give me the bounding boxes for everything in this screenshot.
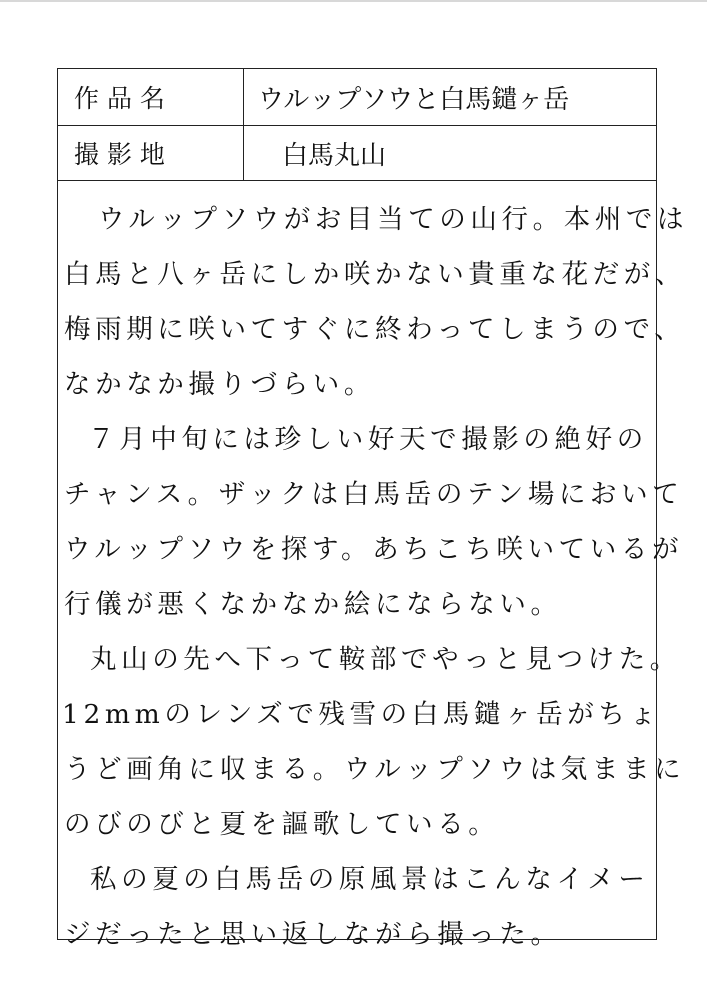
body-line: ウルップソウがお目当ての山行。本州では <box>98 204 689 235</box>
body-line: ７月中旬には珍しい好天で撮影の絶好の <box>88 424 648 455</box>
body-line: ウルップソウを探す。あちこち咲いているが <box>64 534 684 565</box>
title-value: ウルップソウと白馬鑓ヶ岳 <box>258 84 570 115</box>
location-row <box>58 126 656 181</box>
body-line: うど画角に収まる。ウルップソウは気ままに <box>64 754 686 785</box>
title-row <box>58 69 656 126</box>
location-label: 撮 影 地 <box>58 126 244 180</box>
location-value: 白馬丸山 <box>282 140 387 171</box>
body-line: なかなか撮りづらい。 <box>64 369 375 400</box>
body-line: 梅雨期に咲いてすぐに終わってしまうので、 <box>64 314 686 345</box>
title-label: 作 品 名 <box>58 69 244 125</box>
body-line: 白馬と八ヶ岳にしか咲かない貴重な花だが、 <box>64 259 686 290</box>
scan-edge <box>0 0 707 2</box>
body-line: チャンス。ザックは白馬岳のテン場において <box>64 479 684 510</box>
body-line: 丸山の先へ下って鞍部でやっと見つけた。 <box>90 644 681 675</box>
body-line: 私の夏の白馬岳の原風景はこんなイメー <box>90 864 650 895</box>
body-line: 12mmのレンズで残雪の白馬鑓ヶ岳がちょ <box>62 699 661 730</box>
body-line: のびのびと夏を謳歌している。 <box>64 809 500 840</box>
entry-form <box>57 68 689 950</box>
body-line: 行儀が悪くなかなか絵にならない。 <box>64 589 562 620</box>
body-line: ジだったと思い返しながら撮った。 <box>64 919 562 950</box>
